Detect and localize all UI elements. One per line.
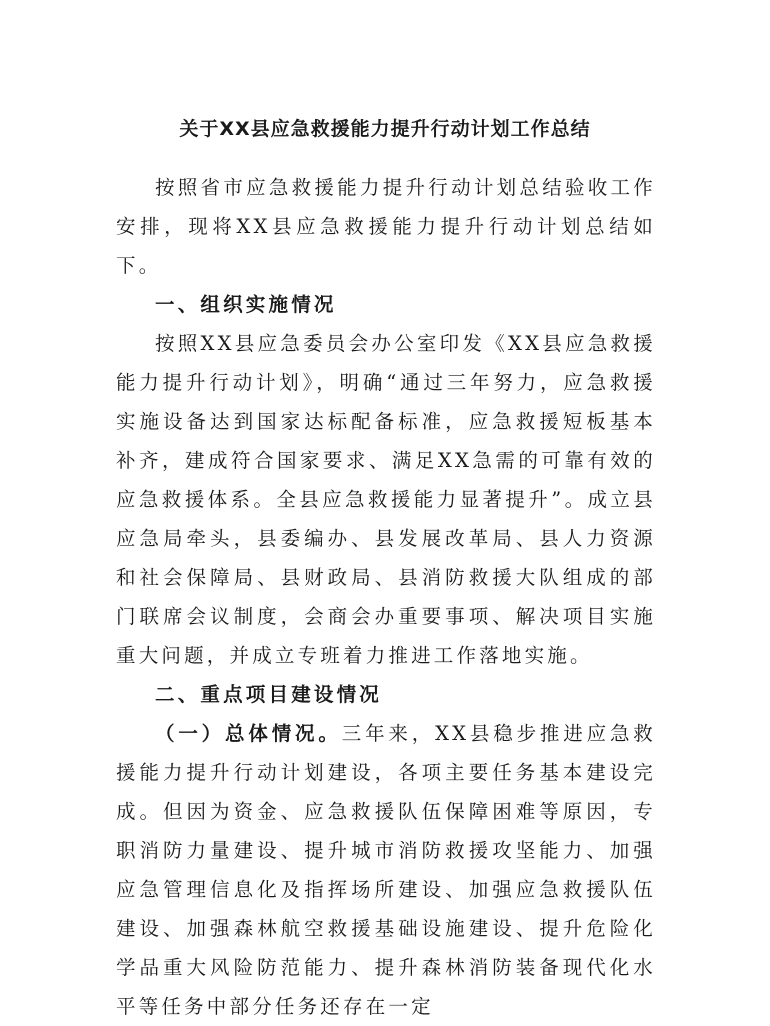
section-heading-key-projects: 二、重点项目建设情况 [155, 683, 383, 706]
document-body [116, 168, 656, 1026]
subsection-lead-overall: （一）总体情况。 [155, 722, 342, 745]
intro-paragraph: 按照省市应急救援能力提升行动计划总结验收工作安排，现将XX县应急救援能力提升行动计划总结如下。 [116, 176, 656, 277]
subsection-paragraph-overall [116, 714, 656, 1026]
document-title: 关于XX县应急救援能力提升行动计划工作总结 [179, 118, 591, 140]
subsection-text-overall: 三年来，XX县稳步推进应急救援能力提升行动计划建设，各项主要任务基本建设完成。但因为资金、应急救援队伍保障困难等原因，专职消防力量建设、提升城市消防救援攻坚能力、加强应急管理信息化及指挥场所建设、加强应急救援队伍建设、加强森林航空救援基础设施建设、提升危险化学品重大风险防范能力、提升森林消防装备现代化水平等任务中部分任务还存在一定 [116, 722, 656, 1018]
section-paragraph-organization: 按照XX县应急委员会办公室印发《XX县应急救援能力提升行动计划》，明确“通过三年努力，应急救援实施设备达到国家达标配备标准，应急救援短板基本补齐，建成符合国家要求、满足XX急需的可靠有效的应急救援体系。全县应急救援能力显著提升”。成立县应急局牵头，县委编办、县发展改革局、县人力资源和社会保障局、县财政局、县消防救援大队组成的部门联席会议制度，会商会办重要事项、解决项目实施重大问题，并成立专班着力推进工作落地实施。 [116, 332, 656, 667]
section-heading-organization: 一、组织实施情况 [155, 293, 337, 316]
